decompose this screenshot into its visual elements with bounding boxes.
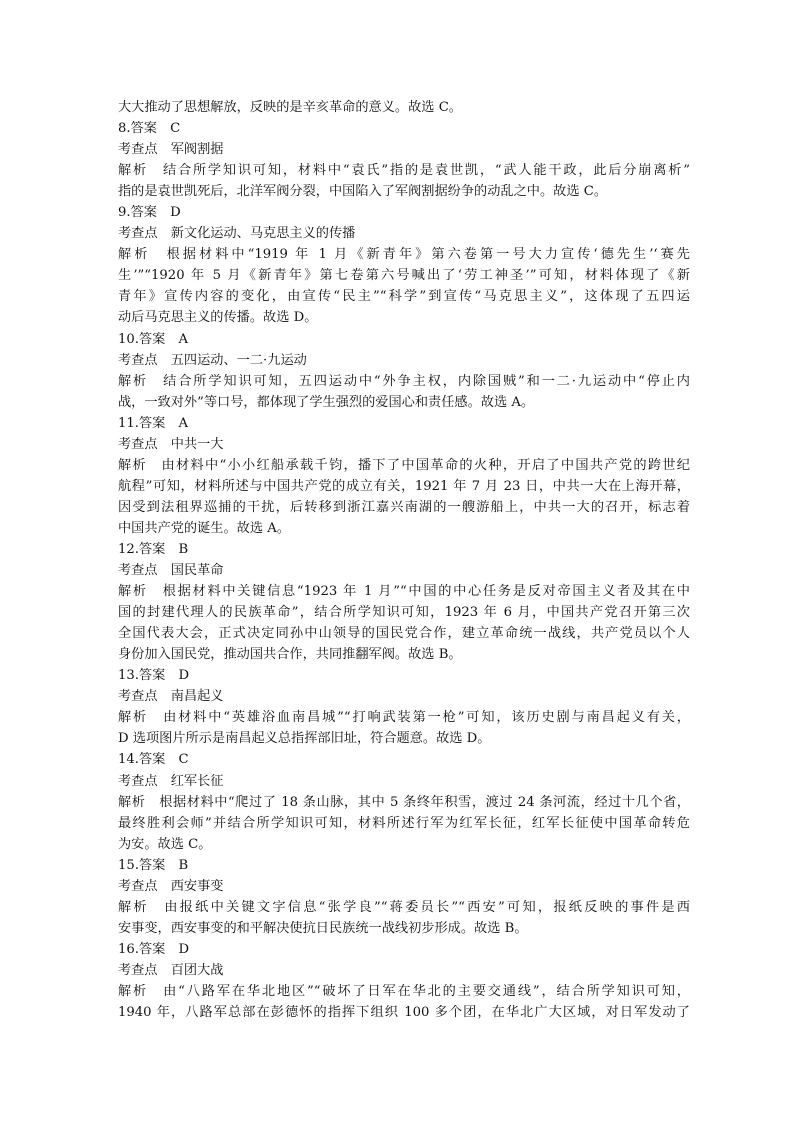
text-line: 解析 根据材料中关键信息“1923 年 1 月”“中国的中心任务是反对帝国主义者及其在中 <box>118 584 690 600</box>
text-line: 考查点 红军长征 <box>118 773 224 789</box>
text-line: 解析 由材料中“小小红船承载千钧，播下了中国革命的火种，开启了中国共产党的跨世纪 <box>118 457 690 473</box>
text-line: 解析 由报纸中关键文字信息“张学良”“蒋委员长”“西安”可知，报纸反映的事件是西 <box>118 899 690 915</box>
text-line: 15.答案 B <box>118 857 189 873</box>
text-line: 1940 年，八路军总部在彭德怀的指挥下组织 100 多个团，在华北广大区域，对日军发动了 <box>118 1005 690 1021</box>
text-line: 生’”“1920 年 5 月《新青年》第七卷第六号喊出了‘劳工神圣’”可知，材料体现了《新 <box>118 268 690 284</box>
answer-explanation-document <box>118 97 690 1023</box>
text-line: 考查点 五四运动、一二·九运动 <box>118 352 307 368</box>
text-line: 中国共产党的诞生。故选 A。 <box>118 520 290 536</box>
text-line: 解析 根据材料中“爬过了 18 条山脉，其中 5 条终年积雪，渡过 24 条河流，经过十几个省， <box>118 794 690 810</box>
text-line: 解析 由“八路军在华北地区”“破坏了日军在华北的主要交通线”，结合所学知识可知， <box>118 983 690 999</box>
text-line: 安事变，西安事变的和平解决使抗日民族统一战线初步形成。故选 B。 <box>118 920 528 936</box>
text-line: 大大推动了思想解放，反映的是辛亥革命的意义。故选 C。 <box>118 100 462 115</box>
text-line: 战，一致对外”等口号，都体现了学生强烈的爱国心和责任感。故选 A。 <box>118 394 535 410</box>
text-line: 全国代表大会，正式决定同孙中山领导的国民党合作，建立革命统一战线，共产党员以个人 <box>118 626 690 642</box>
text-line: 14.答案 C <box>118 752 189 768</box>
text-line: 指的是袁世凯死后，北洋军阀分裂，中国陷入了军阀割据纷争的动乱之中。故选 C。 <box>118 184 608 200</box>
text-line: 8.答案 C <box>118 121 181 137</box>
text-line: 考查点 军阀割据 <box>118 142 224 158</box>
text-line: 9.答案 D <box>118 205 181 221</box>
text-line: 16.答案 D <box>118 941 190 957</box>
text-line: 考查点 西安事变 <box>118 878 224 894</box>
text-line: 解析 结合所学知识可知，五四运动中“外争主权，内除国贼”和一二·九运动中“停止内 <box>118 373 690 389</box>
text-line: 航程”可知，材料所述与中国共产党的成立有关，1921 年 7 月 23 日，中共一大在上海开幕， <box>118 478 690 494</box>
text-line: 身份加入国民党，推动国共合作，共同推翻军阀。故选 B。 <box>118 647 462 663</box>
text-line: 解析 结合所学知识可知，材料中“袁氏”指的是袁世凯，“武人能干政，此后分崩离析” <box>118 163 690 179</box>
text-line: 青年》宣传内容的变化，由宣传“民主”“科学”到宣传“马克思主义”，这体现了五四运 <box>118 289 690 305</box>
text-line: 12.答案 B <box>118 541 189 557</box>
text-line: 国的封建代理人的民族革命”，结合所学知识可知，1923 年 6 月，中国共产党召开第三次 <box>118 605 690 621</box>
text-line: 考查点 南昌起义 <box>118 689 224 705</box>
text-line: 因受到法租界巡捕的干扰，后转移到浙江嘉兴南湖的一艘游船上，中共一大的召开，标志着 <box>118 499 690 515</box>
text-line: 最终胜利会师”并结合所学知识可知，材料所述行军为红军长征，红军长征使中国革命转危 <box>118 815 690 831</box>
text-line: 考查点 国民革命 <box>118 563 224 579</box>
text-line: 考查点 中共一大 <box>118 436 224 452</box>
text-line: D 选项图片所示是南昌起义总指挥部旧址，符合题意。故选 D。 <box>118 731 491 747</box>
text-line: 动后马克思主义的传播。故选 D。 <box>118 310 318 326</box>
text-line: 10.答案 A <box>118 331 189 347</box>
text-line: 13.答案 D <box>118 668 190 684</box>
text-line: 考查点 新文化运动、马克思主义的传播 <box>118 226 356 242</box>
text-line: 11.答案 A <box>118 415 189 431</box>
text-line: 解析 由材料中“英雄浴血南昌城”“打响武装第一枪”可知，该历史剧与南昌起义有关， <box>118 710 690 726</box>
text-line: 解析 根据材料中“1919 年 1 月《新青年》第六卷第一号大力宣传‘德先生’‘赛先 <box>118 247 690 263</box>
text-line: 为安。故选 C。 <box>118 836 212 852</box>
text-line: 考查点 百团大战 <box>118 962 224 978</box>
